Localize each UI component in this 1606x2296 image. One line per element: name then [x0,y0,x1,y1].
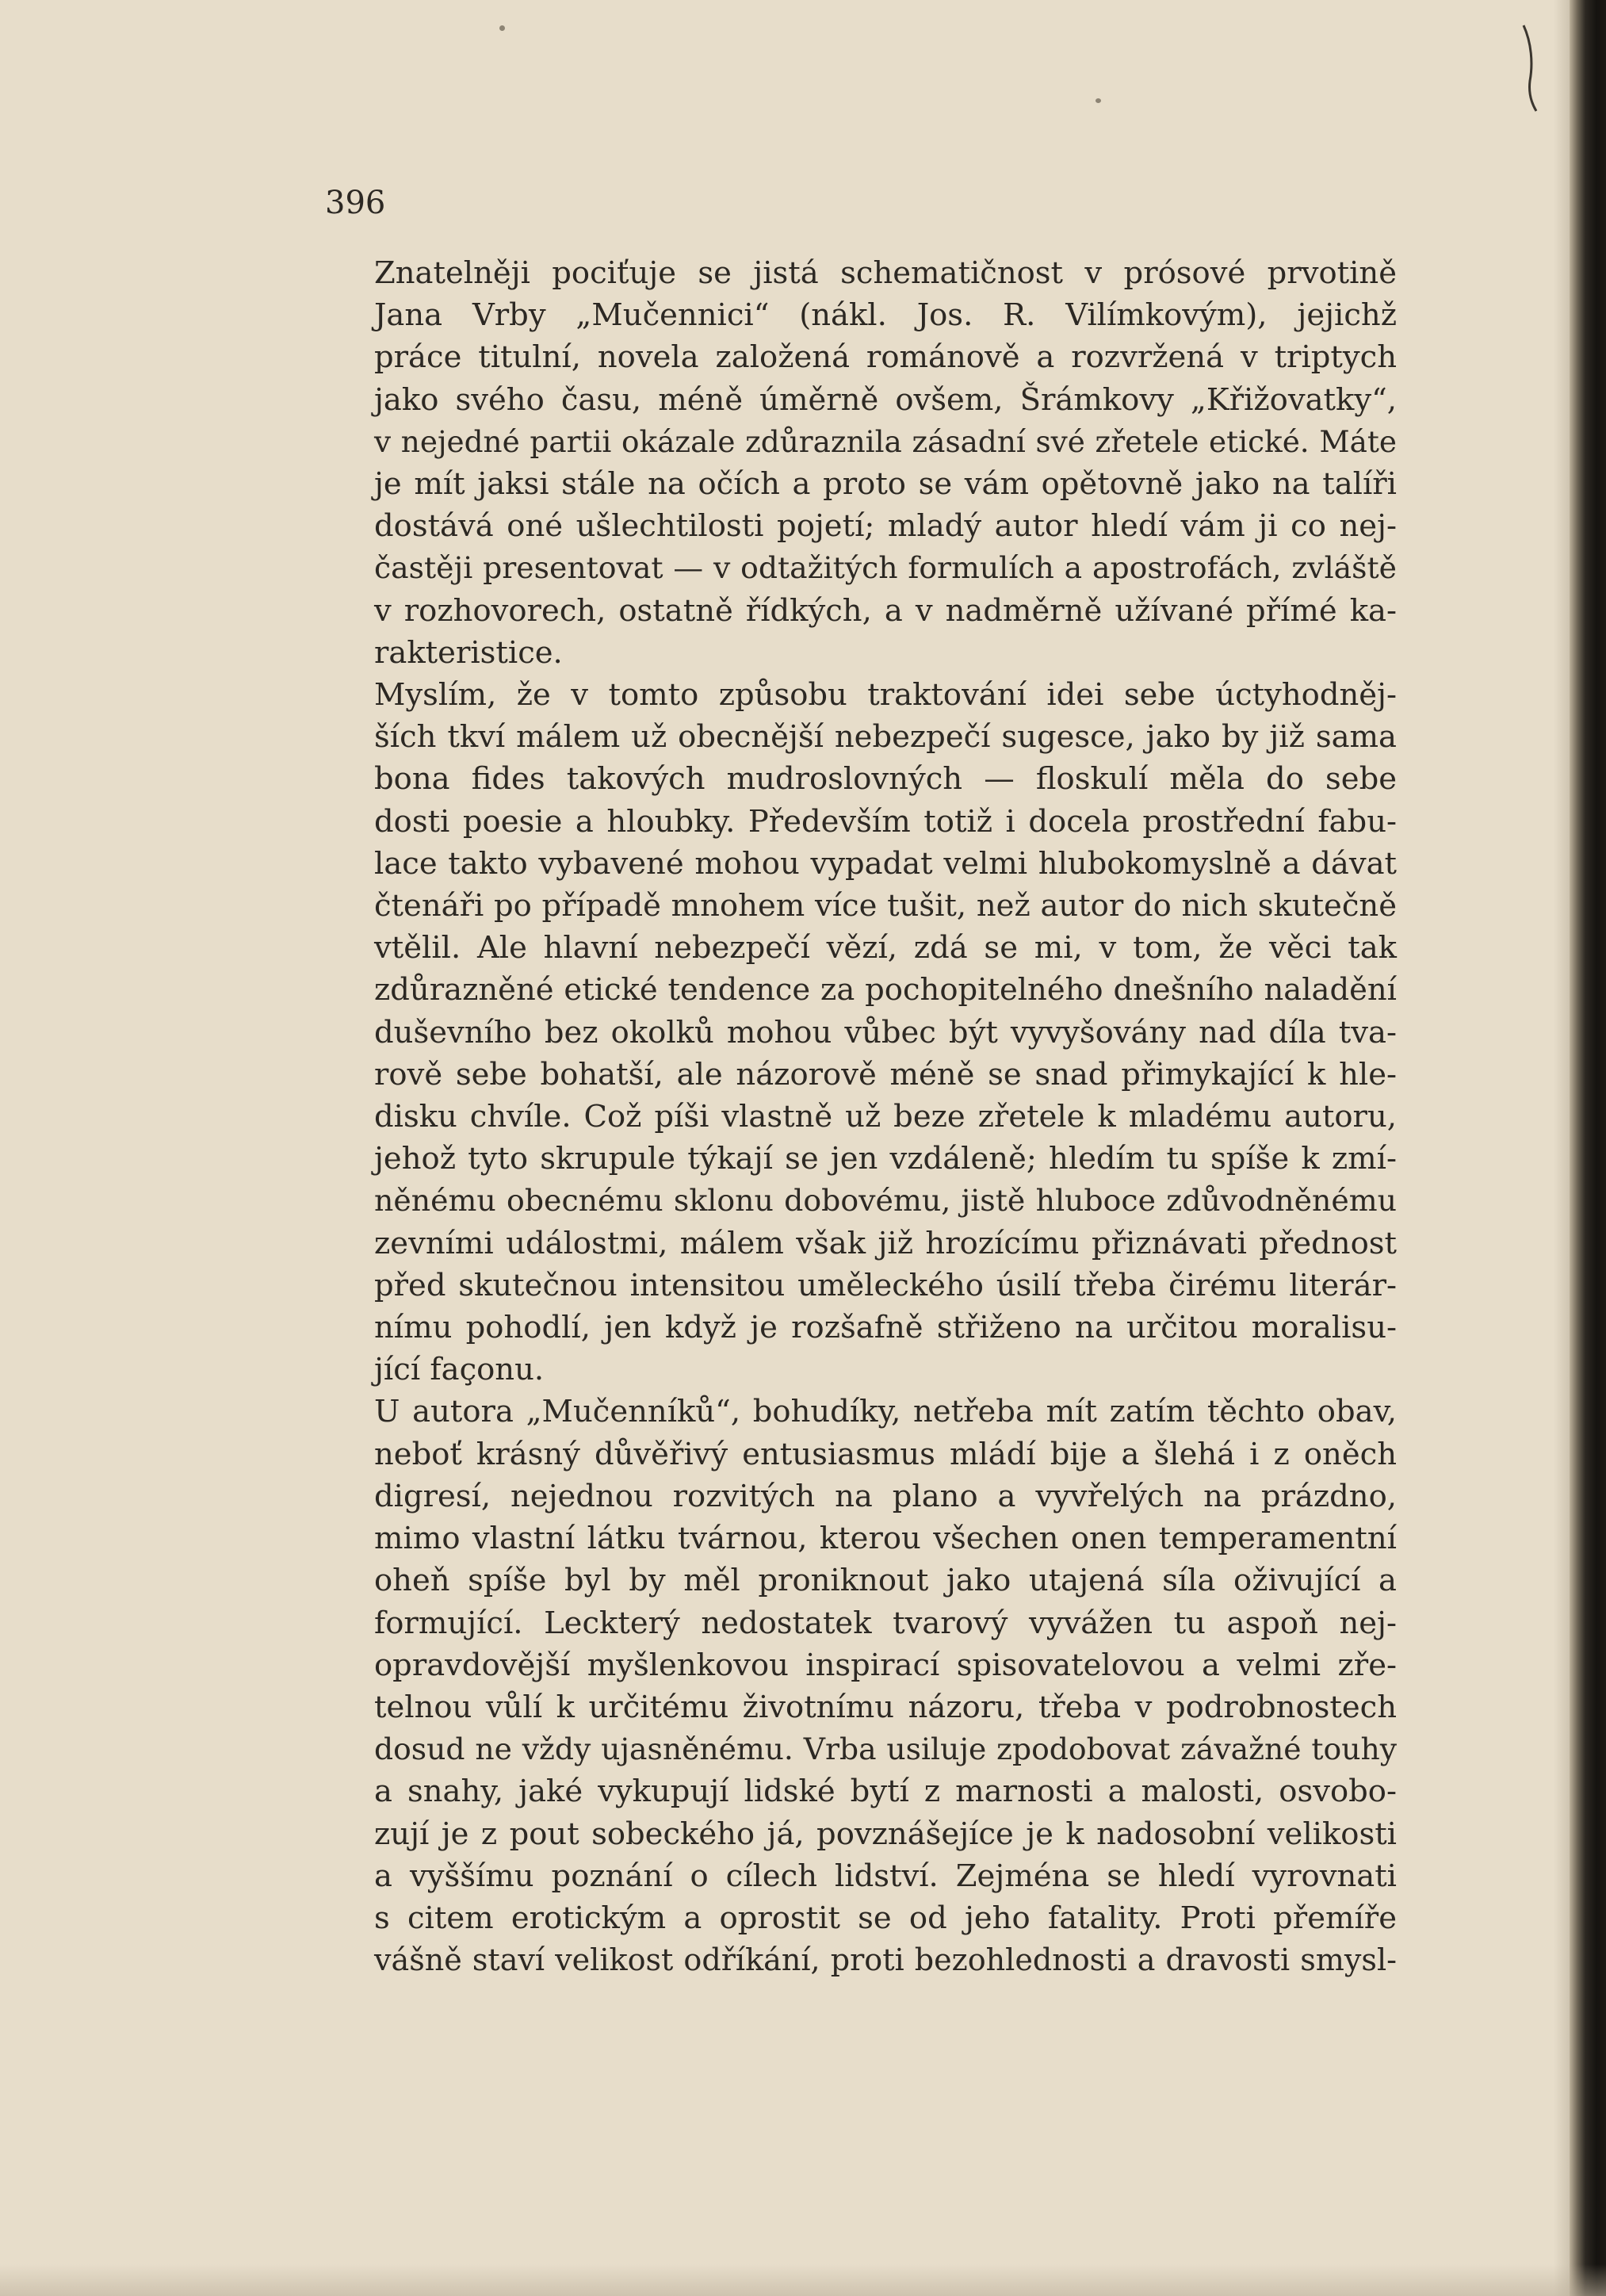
text-line: lace takto vybavené mohou vypadat velmi hlubokomyslně a dávat [374,845,1397,882]
text-line: zují je z pout sobeckého já, povznášejíce je k nadosobní velikosti [374,1816,1397,1852]
text-line: vášně staví velikost odříkání, proti bezohlednosti a dravosti smysl- [374,1942,1397,1978]
text-line: zevními událostmi, málem však již hrozícímu přiznávati přednost [374,1225,1397,1261]
text-line: před skutečnou intensitou uměleckého úsilí třeba čirému literár- [374,1267,1397,1303]
text-line: telnou vůlí k určitému životnímu názoru, třeba v podrobnostech [374,1689,1397,1725]
text-line: vtělil. Ale hlavní nebezpečí vězí, zdá se mi, v tom, že věci tak [374,930,1397,966]
text-line: duševního bez okolků mohou vůbec být vyvyšovány nad díla tva- [374,1014,1397,1050]
body-text [374,252,1397,1981]
paragraph-1 [374,252,1397,674]
text-line: častěji presentovat — v odtažitých formulích a apostrofách, zvláště [374,550,1397,586]
paragraph-3 [374,1391,1397,1981]
text-line: něnému obecnému sklonu dobovému, jistě hluboce zdůvodněnému [374,1183,1397,1219]
text-line: U autora „Mučenníků“, bohudíky, netřeba mít zatím těchto obav, [374,1394,1397,1430]
text-line: opravdovější myšlenkovou inspirací spisovatelovou a velmi zře- [374,1647,1397,1683]
text-line: práce titulní, novela založená románově a rozvržená v triptych [374,339,1397,376]
text-line: digresí, nejednou rozvitých na plano a vyvřelých na prázdno, [374,1478,1397,1514]
text-line: v nejedné partii okázale zdůraznila zásadní své zřetele etické. Máte [374,423,1397,459]
binding-edge-mark [1520,24,1544,113]
text-line: jako svého času, méně úměrně ovšem, Šrámkovy „Křižovatky“, [374,381,1397,418]
text-line: neboť krásný důvěřivý entusiasmus mládí bije a šlehá i z oněch [374,1436,1397,1472]
text-line: mimo vlastní látku tvárnou, kterou všechen onen temperamentní [374,1521,1397,1557]
text-line: rakteristice. [374,634,563,671]
text-line: dosti poesie a hloubky. Především totiž i docela prostřední fabu- [374,803,1397,840]
binding-edge [1570,0,1606,2296]
text-line: disku chvíle. Což píši vlastně už beze zřetele k mladému autoru, [374,1099,1397,1135]
text-line: jící façonu. [374,1352,545,1388]
bottom-page-shadow [0,2264,1606,2296]
text-line: Znatelněji pociťuje se jistá schematičnost v prósové prvotině [374,255,1397,291]
text-line: nímu pohodlí, jen když je rozšafně střiženo na určitou moralisu- [374,1310,1397,1346]
text-line: a vyššímu poznání o cílech lidství. Zejména se hledí vyrovnati [374,1858,1397,1894]
text-line: a snahy, jaké vykupují lidské bytí z marnosti a malosti, osvobo- [374,1774,1397,1810]
text-line: v rozhovorech, ostatně řídkých, a v nadměrně užívané přímé ka- [374,592,1397,629]
ink-speck [499,25,505,31]
text-line: s citem erotickým a oprostit se od jeho fatality. Proti přemíře [374,1900,1397,1936]
text-line: dostává oné ušlechtilosti pojetí; mladý autor hledí vám ji co nej- [374,508,1397,545]
paragraph-2 [374,674,1397,1391]
ink-speck [1096,98,1101,103]
page-number: 396 [325,185,386,221]
text-line: Myslím, že v tomto způsobu traktování idei sebe úctyhodněj- [374,677,1397,714]
text-line: jehož tyto skrupule týkají se jen vzdáleně; hledím tu spíše k zmí- [374,1141,1397,1177]
text-line: bona fides takových mudroslovných — floskulí měla do sebe [374,761,1397,798]
text-line: Jana Vrby „Mučennici“ (nákl. Jos. R. Vilímkovým), jejichž [374,297,1397,334]
text-line: ších tkví málem už obecnější nebezpečí sugesce, jako by již sama [374,719,1397,756]
text-line: zdůrazněné etické tendence za pochopitelného dnešního naladění [374,972,1397,1008]
text-line: rově sebe bohatší, ale názorově méně se snad přimykající k hle- [374,1056,1397,1093]
text-line: čtenáři po případě mnohem více tušit, než autor do nich skutečně [374,888,1397,924]
text-line: formující. Leckterý nedostatek tvarový vyvážen tu aspoň nej- [374,1605,1397,1641]
text-line: dosud ne vždy ujasněnému. Vrba usiluje zpodobovat závažné touhy [374,1732,1397,1767]
text-line: je mít jaksi stále na očích a proto se vám opětovně jako na talíři [374,466,1397,503]
text-line: oheň spíše byl by měl proniknout jako utajená síla oživující a [374,1563,1397,1599]
